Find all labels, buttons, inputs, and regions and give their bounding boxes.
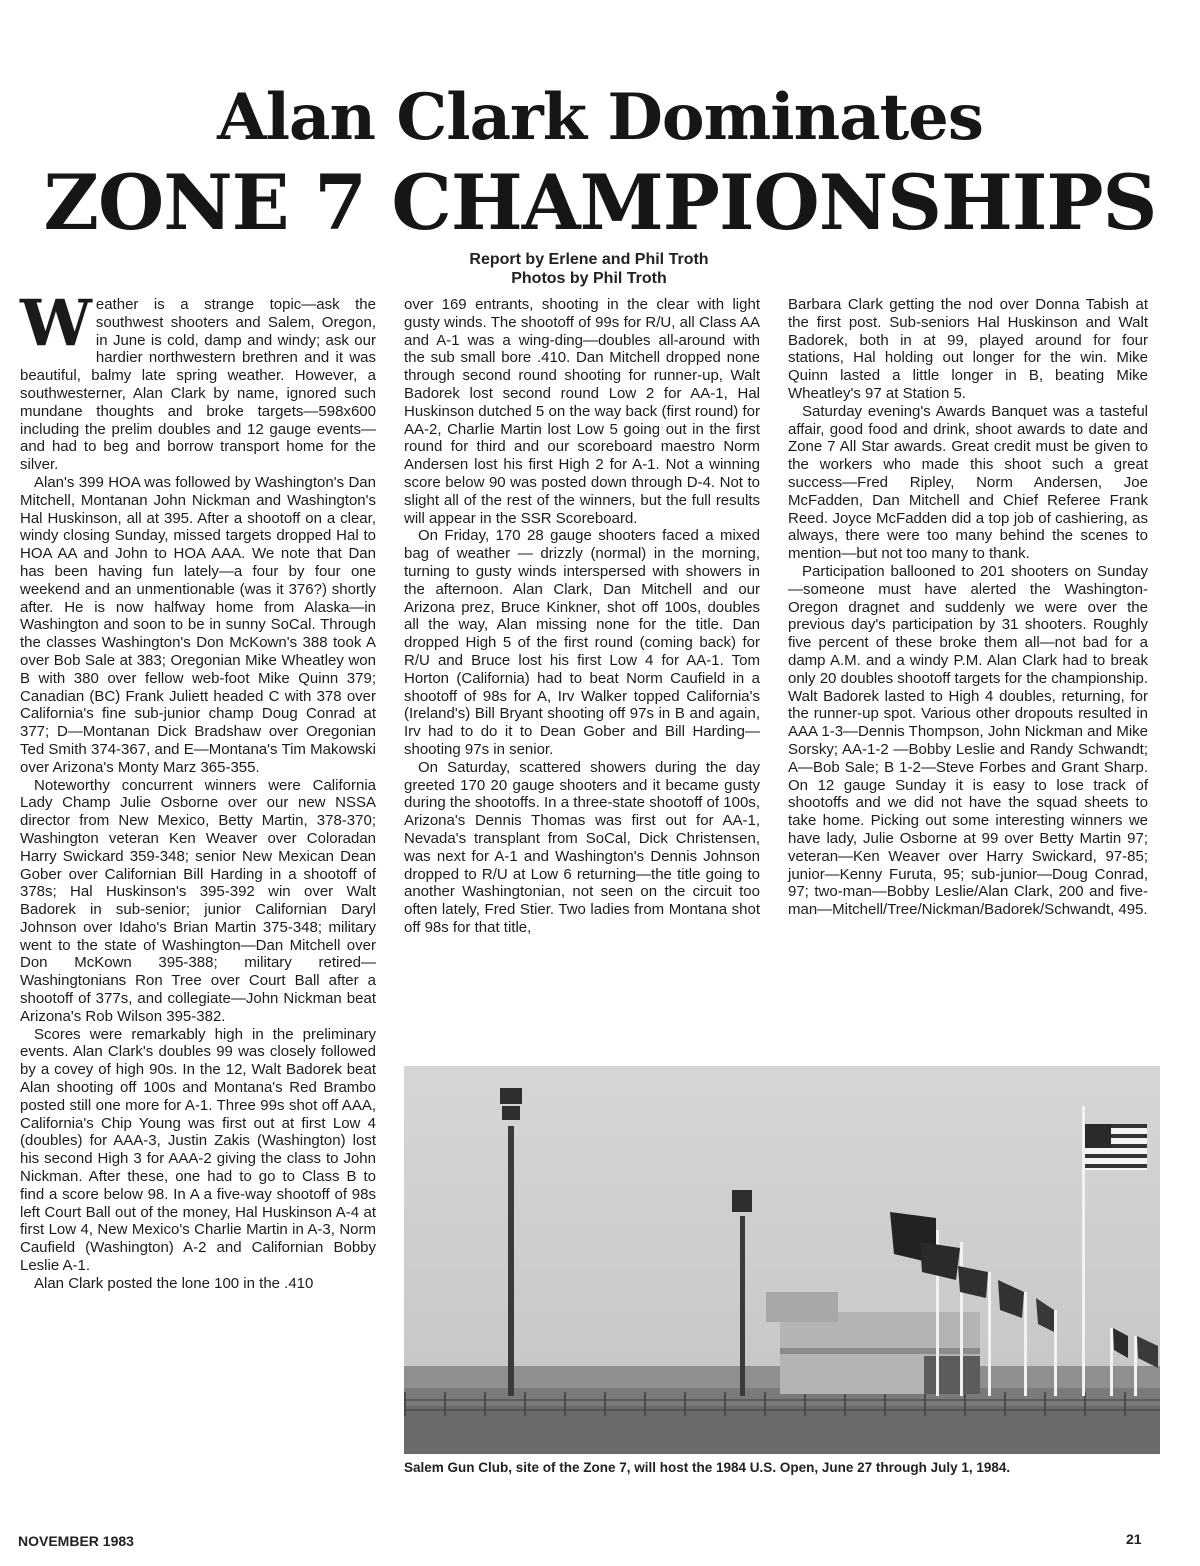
paragraph: eather is a strange topic—ask the southwest shooters and Salem, Oregon, in June is cold, damp and windy; ask our hardier northwestern brethren and it was beautiful, balmy late spring weather. However, a southwesterner, Alan Clark by name, ignored such mundane thoughts and broke targets—598x600 including the prelim doubles and 12 gauge events—and had to beg and borrow transport home for the silver. <box>20 296 376 474</box>
paragraph: Participation ballooned to 201 shooters on Sunday—someone must have alerted the Washington-Oregon dragnet and suddenly we were over the previous day's participation by 31 shooters. Roughly five percent of these broke them all—not bad for a damp A.M. and a windy P.M. Alan Clark had to break only 20 doubles shootoff targets for the championship. Walt Badorek lasted to High 4 doubles, returning, for the runner-up spot. Various other dropouts resulted in AAA 1-3—Dennis Thompson, John Nickman and Mike Sorsky; AA-1-2 —Bobby Leslie and Randy Schwandt; A—Bob Sale; B 1-2—Steve Forbes and Grant Sharp. On 12 gauge Sunday it is easy to lose track of shootoffs and we did not have the squad sheets to take home. Picking out some interesting winners we have lady, Julie Osborne at 99 over Betty Martin 97; veteran—Ken Weaver over Harry Swickard, 97-85; junior—Kenny Furuta, 95; sub-junior—Doug Conrad, 97; two-man—Bobby Leslie/Alan Clark, 200 and five-man—Mitchell/Tree/Nickman/Badorek/Schwandt, 495. <box>788 562 1148 919</box>
paragraph: Noteworthy concurrent winners were California Lady Champ Julie Osborne over our new NSSA director from New Mexico, Betty Martin, 378-370; Washington veteran Ken Weaver over Coloradan Harry Swickard 359-348; senior New Mexican Dean Gober over Californian Bill Harding in a shootoff of 378s; Hal Huskinson's 395-392 win over Walt Badorek in sub-senior; junior Californian Daryl Johnson over Idaho's Brian Martin 375-348; military went to the state of Washington—Dan Mitchell over Don McKown 395-388; military retired—Washingtonians Ron Tree over Court Ball after a shootoff of 377s, and collegiate—John Nickman beat Arizona's Rob Wilson 395-382. <box>20 776 376 1025</box>
paragraph: Barbara Clark getting the nod over Donna Tabish at the first post. Sub-seniors Hal Huskinson and Walt Badorek, both in at 99, played around for four stations, Hal holding out longer for the win. Mike Quinn lasted a little longer in B, beating Mike Wheatley's 97 at Station 5. <box>788 296 1148 402</box>
paragraph: On Saturday, scattered showers during the day greeted 170 20 gauge shooters and it became gusty during the shootoffs. In a three-state shootoff of 100s, Arizona's Dennis Thomas was first out for AA-1, Nevada's transplant from SoCal, Dick Christensen, was next for A-1 and Washington's Dennis Johnson dropped to R/U at Low 6 returning—the title going to another Washingtonian, not seen on the circuit too often lately, Fred Stier. Two ladies from Montana shot off 98s for that title, <box>404 758 760 936</box>
photo-caption: Salem Gun Club, site of the Zone 7, will host the 1984 U.S. Open, June 27 through July 1, 1984. <box>404 1460 1011 1475</box>
issue-date: NOVEMBER 1983 <box>18 1533 134 1549</box>
paragraph: over 169 entrants, shooting in the clear with light gusty winds. The shootoff of 99s for R/U, all Class AA and A-1 was a wing-ding—doubles all-around with the sub small bore .410. Dan Mitchell dropped none through second round shooting for runner-up, Walt Badorek lost second round Low 2 for AA-1, Hal Huskinson dutched 5 on the way back (first round) for AA-2, Charlie Martin lost Low 5 going out in the first round for third and our scoreboard maestro Norm Andersen lost his first High 2 for A-1. Not a winning score below 90 was posted down through D-4. Not to slight all of the rest of the winners, but the full results will appear in the SSR Scoreboard. <box>404 296 760 527</box>
byline-photos: Photos by Phil Troth <box>511 270 667 287</box>
paragraph: Scores were remarkably high in the preliminary events. Alan Clark's doubles 99 was closely followed by a covey of high 90s. In the 12, Walt Badorek beat Alan shooting off 100s and Montana's Red Brambo posted still one more for A-1. Three 99s shot off AAA, California's Chip Young was first out at first Low 4 (doubles) for AAA-3, Justin Zakis (Washington) lost his second High 3 for AAA-2 giving the class to John Nickman. After these, one had to go to Class B to find a score below 98. In A a five-way shootoff of 98s left Court Ball out of the money, Hal Huskinson A-4 at first Low 4, New Mexico's Charlie Martin in A-3, Norm Caufield (Washington) A-2 and Californian Bobby Leslie A-1. <box>20 1025 376 1275</box>
paragraph: On Friday, 170 28 gauge shooters faced a mixed bag of weather — drizzly (normal) in the morning, turning to gusty winds interspersed with showers in the afternoon. Alan Clark, Dan Mitchell and our Arizona prez, Bruce Kinkner, shot off 100s, doubles all the way, Alan missing none for the title. Dan dropped High 5 of the first round (coming back) for R/U and Bruce lost his first Low 4 for AA-1. Tom Horton (California) had to beat Norm Caufield in a shootoff of 98s for A, Irv Walker topped California's (Ireland's) Bill Bryant shooting off 97s in B and again, Irv had to do it to Dean Gober and Bill Harding—shooting 97s in senior. <box>404 527 760 758</box>
headline-line-1: Alan Clark Dominates <box>217 80 983 155</box>
paragraph: Alan Clark posted the lone 100 in the .410 <box>34 1274 314 1292</box>
photo-illustration <box>404 1066 1160 1454</box>
salem-gun-club-photo <box>404 1066 1160 1454</box>
byline-report: Report by Erlene and Phil Troth <box>469 251 709 268</box>
paragraph: Saturday evening's Awards Banquet was a tasteful affair, good food and drink, shoot awards to date and Zone 7 All Star awards. Great credit must be given to the workers who made this shoot such a great success—Fred Ripley, Norm Andersen, Joe McFadden, Dan Mitchell and Chief Referee Frank Reed. Joyce McFadden did a top job of cashiering, as always, there were too many behind the scenes to mention—but not too many to thank. <box>788 402 1148 563</box>
article-column-2 <box>404 296 760 937</box>
headline-line-2: ZONE 7 CHAMPIONSHIPS <box>43 158 1157 247</box>
article-column-1 <box>20 286 376 1293</box>
drop-cap: W <box>20 286 92 361</box>
paragraph: Alan's 399 HOA was followed by Washington's Dan Mitchell, Montanan John Nickman and Washington's Hal Huskinson, all at 395. After a shootoff on a clear, windy closing Sunday, missed targets dropped Hal to HOA AA and John to HOA AAA. We note that Dan has been having fun lately—a four by four one weekend and an unmentionable (was it 376?) shortly after. He is now halfway home from Alaska—in Washington and soon to be in sunny SoCal. Through the classes Washington's Don McKown's 388 took A over Bob Sale at 383; Oregonian Mike Wheatley won B with 380 over fellow web-foot Mike Quinn 379; Canadian (BC) Frank Juliett headed C with 378 over California's fine sub-junior champ Doug Conrad at 377; D—Montanan Dick Bradshaw over Oregonian Ted Smith 374-367, and E—Montana's Tim Makowski over Arizona's Monty Marz 365-355. <box>20 473 376 776</box>
page-number: 21 <box>1126 1531 1142 1547</box>
article-column-3 <box>788 296 1148 919</box>
